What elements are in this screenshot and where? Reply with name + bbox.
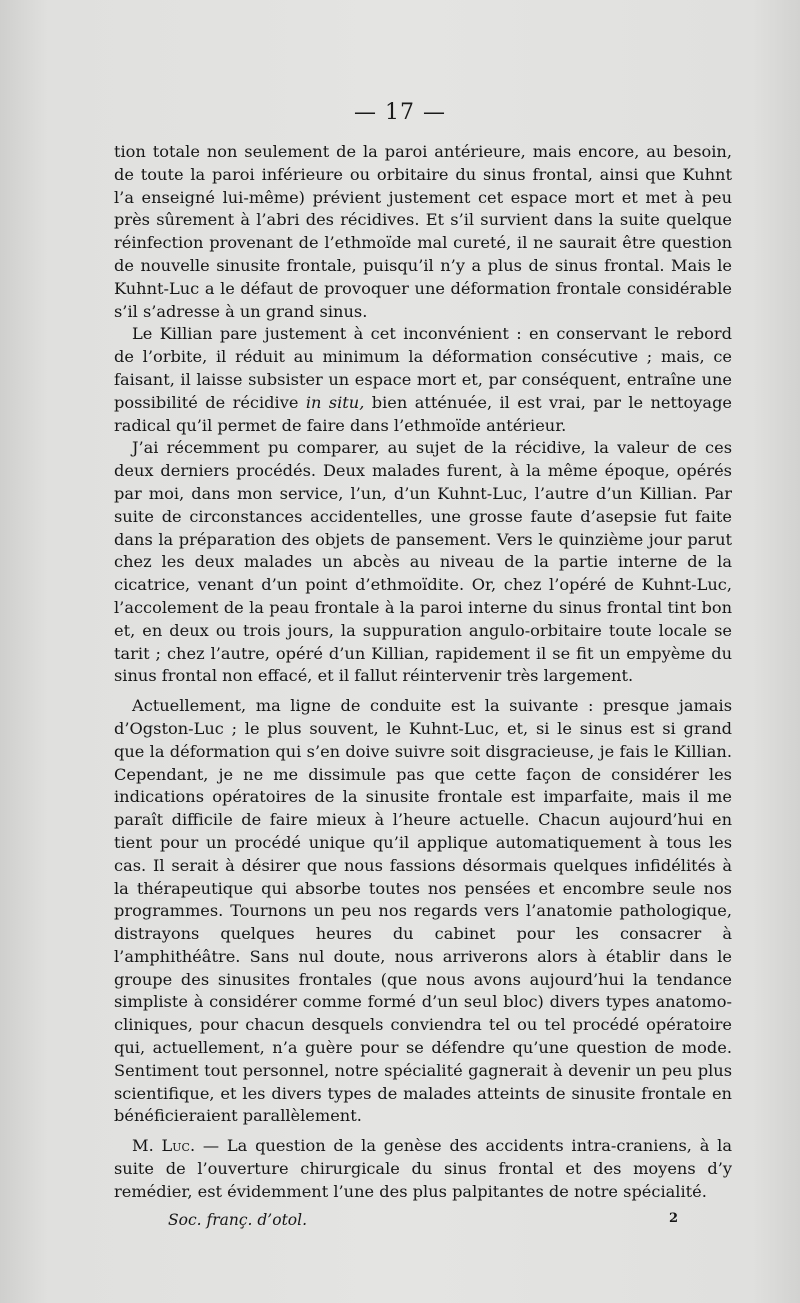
body-text xyxy=(114,141,732,1204)
paragraph-2 xyxy=(114,323,732,437)
paragraph-2-text-after: bien atténuée, il est vrai, par le nettoyage radical qu’il permet de faire dans l’ethmoïde antérieur. xyxy=(114,392,733,435)
paragraph-4: Actuellement, ma ligne de conduite est la suivante : presque jamais d’Ogston-Luc ; le plus souvent, le Kuhnt-Luc, et, si le sinus est si grand que la déformation qui s’en doive suivre soit disgracieuse, je fais le Killian. Cependant, je ne me dissimule pas que cette façon de considérer les indications opératoires de la sinusite frontale est imparfaite, mais il me paraît difficile de faire mieux à l’heure actuelle. Chacun aujourd’hui en tient pour un procédé unique qu’il applique automatiquement à tous les cas. Il serait à désirer que nous fassions désormais quelques infidélités à la thérapeutique qui absorbe toutes nos pensées et encombre seule nos programmes. Tournons un peu nos regards vers l’anatomie pathologique, distrayons quelques heures du cabinet pour les consacrer à l’amphithéâtre. Sans nul doute, nous arriverons alors à établir dans le groupe des sinusites frontales (que nous avons aujourd’hui la tendance simpliste à considérer comme formé d’un seul bloc) divers types anatomo-cliniques, pour chacun desquels conviendra tel ou tel procédé opératoire qui, actuellement, n’a guère pour se défendre qu’une question de mode. Sentiment tout personnel, notre spécialité gagnerait à devenir un peu plus scientifique, et les divers types de malades atteints de sinusite frontale en bénéficieraient parallèlement. xyxy=(114,696,732,1126)
paragraph-1: tion totale non seulement de la paroi antérieure, mais encore, au besoin, de toute la paroi inférieure ou orbitaire du sinus frontal, ainsi que Kuhnt l’a enseigné lui-même) prévient justement cet espace mort et met à peu près sûrement à l’abri des récidives. Et s’il survient dans la suite quelque réinfection provenant de l’ethmoïde mal cureté, il ne saurait être question de nouvelle sinusite frontale, puisqu’il n’y a plus de sinus frontal. Mais le Kuhnt-Luc a le défaut de provoquer une déformation frontale considérable s’il s’adresse à un grand sinus. xyxy=(114,142,732,321)
paragraph-5-text: — La question de la genèse des accidents intra-craniens, à la suite de l’ouverture chirurgicale du sinus frontal et des moyens d’y remédier, est évidemment l’une des plus palpitantes de notre spécialité. xyxy=(114,1136,732,1201)
speaker-name: M. Luc. xyxy=(132,1136,196,1156)
footer-signature-mark: 2 xyxy=(669,1211,679,1226)
page-footer xyxy=(0,1211,800,1235)
paragraph-5 xyxy=(114,1135,732,1203)
page-number: — 17 — xyxy=(354,100,446,125)
footer-journal-title: Soc. franç. d’otol. xyxy=(168,1211,308,1229)
paragraph-2-text-before: Le Killian pare justement à cet inconvénient : en conservant le rebord de l’orbite, il réduit au minimum la déformation consécutive ; mais, ce faisant, il laisse subsister un espace mort et, par conséquent, entraîne une possibilité de récidive xyxy=(114,324,732,412)
paragraph-2-italic-phrase: in situ, xyxy=(305,392,365,412)
paragraph-3: J’ai récemment pu comparer, au sujet de la récidive, la valeur de ces deux derniers procédés. Deux malades furent, à la même époque, opérés par moi, dans mon service, l’un, d’un Kuhnt-Luc, l’autre d’un Killian. Par suite de circonstances accidentelles, une grosse faute d’asepsie fut faite dans la préparation des objets de pansement. Vers le quinzième jour parut chez les deux malades un abcès au niveau de la partie interne de la cicatrice, venant d’un point d’ethmoïdite. Or, chez l’opéré de Kuhnt-Luc, l’accolement de la peau frontale à la paroi interne du sinus frontal tint bon et, en deux ou trois jours, la suppuration angulo-orbitaire toute locale se tarit ; chez l’autre, opéré d’un Killian, rapidement il se fit un empyème du sinus frontal non effacé, et il fallut réintervenir très largement. xyxy=(114,438,732,686)
